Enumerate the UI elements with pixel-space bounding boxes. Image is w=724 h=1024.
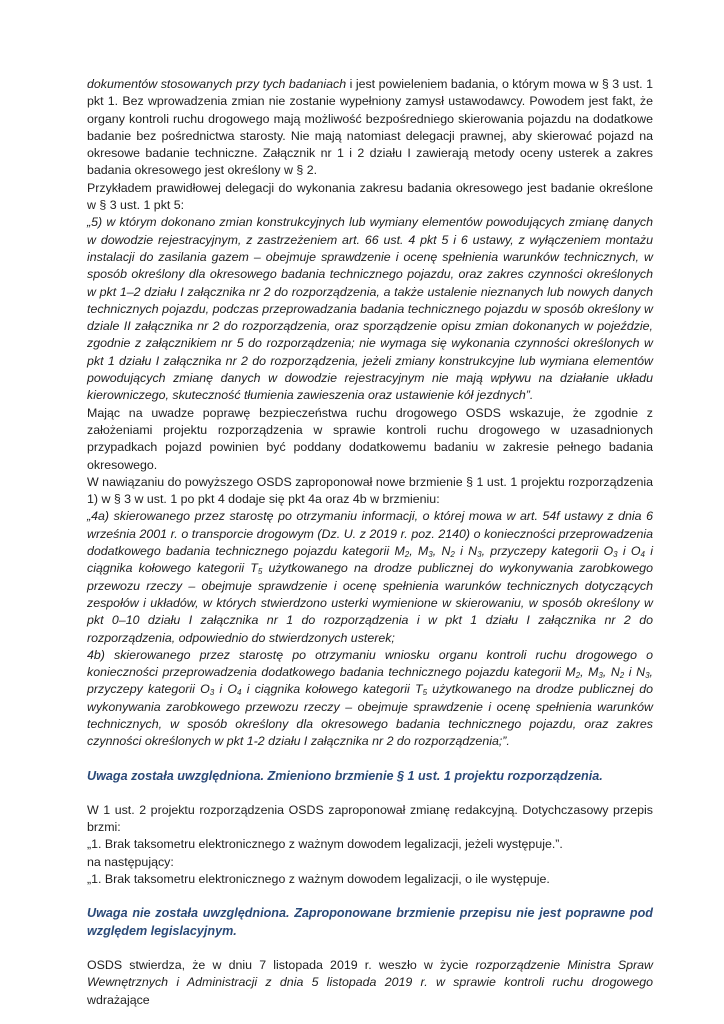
quote-text: , M bbox=[409, 544, 429, 559]
italic-citation: rozporządzenie Ministra Spraw Wewnętrznych i Administracji z dnia 5 listopada 2019 r. w sprawie kontroli ruchu drogowego bbox=[87, 957, 653, 990]
quote-text: 4b) skierowanego przez starostę po otrzymaniu wniosku organu kontroli ruchu drogowego o konieczności przeprowadzenia dodatkowego badania technicznego pojazdu kategorii M bbox=[87, 647, 653, 680]
italic-citation: dokumentów stosowanych przy tych badaniach bbox=[87, 77, 347, 91]
subscript: 3 bbox=[209, 688, 215, 698]
quote-text: , N bbox=[432, 544, 451, 559]
spacer bbox=[87, 751, 653, 768]
paragraph-6: „1. Brak taksometru elektronicznego z ważnym dowodem legalizacji, jeżeli występuje.”. bbox=[87, 837, 563, 852]
spacer bbox=[87, 785, 653, 802]
quote-text: i ciągnika kołowego kategorii T bbox=[87, 544, 653, 576]
paragraph-text: wdrażające bbox=[87, 992, 150, 1007]
paragraph-1 bbox=[87, 76, 653, 180]
response-note-accepted: Uwaga została uwzględniona. Zmieniono brzmienie § 1 ust. 1 projektu rozporządzenia. bbox=[87, 768, 603, 783]
subscript: 3 bbox=[477, 550, 482, 560]
subscript: 3 bbox=[645, 671, 650, 681]
response-note-rejected: Uwaga nie została uwzględniona. Zaproponowane brzmienie przepisu nie jest poprawne pod względem legislacyjnym. bbox=[87, 906, 653, 938]
quote-text: „4a) skierowanego przez starostę po otrzymaniu informacji, o której mowa w art. 54f ustawy z dnia 6 września 2001 r. o transporcie drogowym (Dz. U. z 2019 r. poz. 2140) o konieczności przeprowadzenia dodatkowego badania technicznego pojazdu kategorii M bbox=[87, 509, 653, 559]
quote-text: użytkowanego na drodze publicznej do wykonywania zarobkowego przewozu rzeczy – obejmuje sprawdzenie i ocenę spełnienia warunków technicznych, w sposób określony dla okresowego badania technicznego pojazdu, oraz zakres czynności określonych w pkt 1-2 działu I załącznika nr 2 do rozporządzenia;”. bbox=[87, 682, 654, 749]
paragraph-7: na następujący: bbox=[87, 854, 174, 869]
subscript: 3 bbox=[598, 671, 603, 681]
subscript: 5 bbox=[422, 688, 428, 698]
subscript: 2 bbox=[404, 550, 410, 560]
quote-text: , przyczepy kategorii O bbox=[481, 544, 614, 559]
quote-text: , N bbox=[602, 665, 620, 680]
paragraph-2: Przykładem prawidłowej delegacji do wykonania zakresu badania okresowego jest badanie określone w § 3 ust. 1 pkt 5: bbox=[87, 180, 653, 213]
paragraph-8: „1. Brak taksometru elektronicznego z ważnym dowodem legalizacji, o ile występuje. bbox=[87, 872, 550, 887]
subscript: 3 bbox=[428, 550, 433, 560]
quote-text: użytkowanego na drodze publicznej do wykonywania zarobkowego przewozu rzeczy – obejmuje sprawdzenie i ocenę spełnienia warunków technicznych dotyczących zespołów i układów, w których stwierdzono usterki wymienione w skierowaniu, w sposób określony w pkt 0–10 działu I załącznika nr 1 do rozporządzenia i w pkt 1 działu I załącznika nr 2 do rozporządzenia, odpowiednio do stwierdzonych usterek; bbox=[87, 561, 654, 645]
quote-text: i ciągnika kołowego kategorii T bbox=[241, 682, 423, 697]
quote-text: i O bbox=[214, 682, 238, 697]
paragraph-4: W nawiązaniu do powyższego OSDS zaproponował nowe brzmienie § 1 ust. 1 projektu rozporządzenia 1) w § 3 w ust. 1 po pkt 4 dodaje się pkt 4a oraz 4b w brzmieniu: bbox=[87, 474, 653, 507]
paragraph-9 bbox=[87, 957, 653, 1009]
quote-text: , M bbox=[580, 665, 599, 680]
subscript: 5 bbox=[257, 567, 263, 577]
quote-text: i O bbox=[617, 544, 641, 559]
subscript: 4 bbox=[237, 688, 242, 698]
subscript: 3 bbox=[613, 550, 618, 560]
paragraph-text: OSDS stwierdza, że w dniu 7 listopada 2019 r. weszło w życie bbox=[87, 957, 476, 972]
quote-text: i N bbox=[454, 544, 478, 559]
paragraph-text: i jest powieleniem badania, o którym mowa w § 3 ust. 1 pkt 1. Bez wprowadzenia zmian nie zostanie wypełniony zamysł ustawodawcy. Powodem jest fakt, że organy kontroli ruchu drogowego mają możliwość bezpośredniego skierowania pojazdu na dodatkowe badanie bez pośrednictwa starosty. Nie mają natomiast delegacji prawnej, aby skierować pojazd na okresowe badanie techniczne. Załącznik nr 1 i 2 działu I zawierają metody oceny usterek a zakres badania okresowego jest określony w § 2. bbox=[87, 77, 653, 178]
quote-pkt-4b bbox=[87, 647, 653, 751]
paragraph-5: W 1 ust. 2 projektu rozporządzenia OSDS zaproponował zmianę redakcyjną. Dotychczasowy przepis brzmi: bbox=[87, 802, 653, 835]
quote-text: , przyczepy kategorii O bbox=[87, 665, 653, 697]
spacer bbox=[87, 888, 653, 905]
paragraph-3: Mając na uwadze poprawę bezpieczeństwa ruchu drogowego OSDS wskazuje, że zgodnie z założeniami projektu rozporządzenia w sprawie kontroli ruchu drogowego w uzasadnionych przypadkach pojazd powinien być poddany dodatkowemu badaniu w zakresie pełnego badania okresowego. bbox=[87, 405, 653, 472]
quote-pkt-5: „5) w którym dokonano zmian konstrukcyjnych lub wymiany elementów powodujących zmianę danych w dowodzie rejestracyjnym, z zastrzeżeniem art. 66 ust. 4 pkt 5 i 6 ustawy, z wyłączeniem montażu instalacji do zasilania gazem – obejmuje sprawdzenie i ocenę spełnienia warunków technicznych, w sposób określony dla okresowego badania technicznego pojazdu, oraz zakres czynności określonych w pkt 1–2 działu I załącznika nr 2 do rozporządzenia, a także ustalenie nieznanych lub nowych danych technicznych pojazdu, podczas przeprowadzania badania technicznego pojazdu w sposób określony w dziale II załącznika nr 2 do rozporządzenia, oraz sporządzenie opisu zmian dokonanych w pojeździe, zgodnie z załącznikiem nr 5 do rozporządzenia; nie wymaga się wykonania czynności określonych w pkt 1 działu I załącznika nr 2 do rozporządzenia, jeżeli zmiany konstrukcyjne lub wymiana elementów powodujących zmianę danych w dowodzie rejestracyjnym nie mają wpływu na działanie układu kierowniczego, skuteczność tłumienia zawieszenia oraz ustawienie kół jezdnych”. bbox=[87, 215, 653, 403]
subscript: 2 bbox=[575, 671, 581, 681]
document-page bbox=[87, 76, 653, 1009]
subscript: 4 bbox=[640, 550, 645, 560]
spacer bbox=[87, 940, 653, 957]
subscript: 2 bbox=[450, 550, 455, 560]
quote-pkt-4a bbox=[87, 508, 653, 646]
quote-text: i N bbox=[624, 665, 646, 680]
subscript: 2 bbox=[619, 671, 625, 681]
